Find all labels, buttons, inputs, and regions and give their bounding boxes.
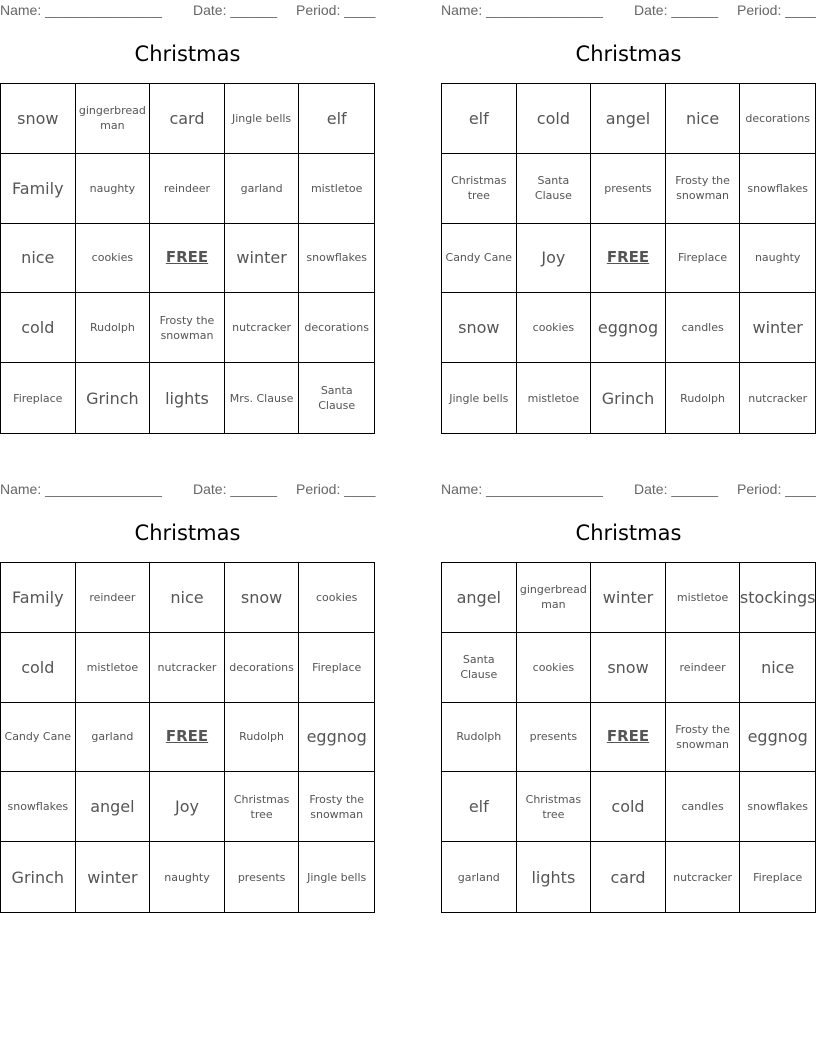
- bingo-cell: cookies: [517, 633, 592, 703]
- bingo-cell: Frosty the snowman: [666, 703, 741, 773]
- bingo-cell: snow: [591, 633, 666, 703]
- bingo-cell: nice: [666, 84, 741, 154]
- bingo-cell: naughty: [150, 842, 225, 912]
- bingo-cell: snowflakes: [1, 772, 76, 842]
- bingo-cell: angel: [442, 563, 517, 633]
- period-field-label: Period: ____: [296, 2, 376, 18]
- bingo-cell: presents: [591, 154, 666, 224]
- bingo-cell: garland: [442, 842, 517, 912]
- date-field-label: Date: ______: [193, 481, 278, 497]
- bingo-cell: Fireplace: [753, 870, 803, 884]
- bingo-cell: Fireplace: [299, 633, 374, 703]
- bingo-cell: garland: [76, 703, 151, 773]
- bingo-cell: mistletoe: [76, 633, 151, 703]
- bingo-cell: snow: [225, 563, 300, 633]
- bingo-cell: Santa Clause: [517, 154, 592, 224]
- card-header: [0, 0, 375, 22]
- bingo-cell: candles: [666, 293, 741, 363]
- bingo-cell: Santa Clause: [442, 633, 517, 703]
- card-title: Christmas: [575, 521, 682, 545]
- free-space: FREE: [150, 703, 225, 773]
- bingo-cell: cookies: [76, 224, 151, 294]
- bingo-cell: snow: [1, 84, 76, 154]
- bingo-cell: Rudolph: [442, 703, 517, 773]
- period-field-label: Period: ____: [296, 481, 376, 497]
- card-header: [0, 479, 375, 501]
- bingo-cell: winter: [591, 563, 666, 633]
- bingo-cell: Family: [1, 154, 76, 224]
- period-field-label: Period: ____: [737, 2, 816, 18]
- bingo-cell: stockings: [740, 563, 815, 633]
- bingo-cell: Christmas tree: [225, 772, 300, 842]
- bingo-cell: nutcracker: [150, 633, 225, 703]
- bingo-cell: cold: [1, 633, 76, 703]
- bingo-cell: Christmas tree: [517, 772, 592, 842]
- bingo-cell: winter: [225, 224, 300, 294]
- bingo-cell: cold: [517, 84, 592, 154]
- free-space: FREE: [591, 703, 666, 773]
- bingo-grid: [0, 562, 375, 913]
- bingo-cell: Mrs. Clause: [225, 363, 300, 433]
- bingo-cell: Frosty the snowman: [666, 154, 741, 224]
- bingo-cell: Candy Cane: [442, 224, 517, 294]
- bingo-cell: Grinch: [591, 363, 666, 433]
- bingo-cell: winter: [76, 842, 151, 912]
- bingo-cell: Rudolph: [225, 703, 300, 773]
- bingo-cell: angel: [591, 84, 666, 154]
- bingo-cell: Frosty the snowman: [150, 293, 225, 363]
- bingo-cell: mistletoe: [299, 154, 374, 224]
- free-space: FREE: [591, 224, 666, 294]
- card-header: [441, 479, 816, 501]
- bingo-cell: nice: [1, 224, 76, 294]
- bingo-cell: nutcracker: [748, 391, 808, 405]
- bingo-cell: mistletoe: [517, 363, 592, 433]
- bingo-cell: Jingle bells: [442, 363, 517, 433]
- bingo-cell: card: [150, 84, 225, 154]
- card-title: Christmas: [575, 42, 682, 66]
- bingo-cell: reindeer: [666, 633, 741, 703]
- bingo-cell: cold: [591, 772, 666, 842]
- bingo-cell: Fireplace: [1, 363, 76, 433]
- bingo-cell: Christmas tree: [442, 154, 517, 224]
- bingo-cell: lights: [150, 363, 225, 433]
- bingo-cell: reindeer: [150, 154, 225, 224]
- bingo-cell: elf: [442, 84, 517, 154]
- bingo-cell: winter: [740, 293, 815, 363]
- bingo-grid: [441, 562, 816, 913]
- bingo-cell: Rudolph: [666, 363, 741, 433]
- bingo-cell: naughty: [76, 154, 151, 224]
- period-field-label: Period: ____: [737, 481, 816, 497]
- bingo-cell: candles: [666, 772, 741, 842]
- bingo-cell: naughty: [740, 224, 815, 294]
- bingo-cell: snowflakes: [299, 224, 374, 294]
- bingo-cell: eggnog: [591, 293, 666, 363]
- bingo-cell: nutcracker: [225, 293, 300, 363]
- bingo-cell: elf: [299, 84, 374, 154]
- bingo-grid: [0, 83, 375, 434]
- bingo-cell: lights: [517, 842, 592, 912]
- name-field-label: Name: _______________: [0, 2, 162, 18]
- bingo-cell: Grinch: [76, 363, 151, 433]
- bingo-cell: Rudolph: [76, 293, 151, 363]
- card-header: [441, 0, 816, 22]
- bingo-cell: Candy Cane: [1, 703, 76, 773]
- bingo-cell: Frosty the snowman: [299, 772, 374, 842]
- bingo-cell: decorations: [225, 633, 300, 703]
- name-field-label: Name: _______________: [441, 481, 603, 497]
- bingo-cell: card: [591, 842, 666, 912]
- bingo-cell: presents: [517, 703, 592, 773]
- bingo-cell: angel: [76, 772, 151, 842]
- bingo-cell: nutcracker: [666, 842, 741, 912]
- bingo-cell: reindeer: [76, 563, 151, 633]
- bingo-cell: gingerbread man: [76, 84, 151, 154]
- bingo-cell: Jingle bells: [225, 84, 300, 154]
- bingo-cell: decorations: [299, 293, 374, 363]
- bingo-cell: cookies: [517, 293, 592, 363]
- date-field-label: Date: ______: [634, 2, 719, 18]
- bingo-cell: gingerbread man: [517, 563, 592, 633]
- bingo-cell: eggnog: [740, 703, 815, 773]
- free-space: FREE: [150, 224, 225, 294]
- card-title: Christmas: [134, 521, 241, 545]
- date-field-label: Date: ______: [634, 481, 719, 497]
- bingo-cell: Family: [1, 563, 76, 633]
- date-field-label: Date: ______: [193, 2, 278, 18]
- bingo-cell: Joy: [150, 772, 225, 842]
- bingo-cell: Joy: [517, 224, 592, 294]
- bingo-cell: cookies: [299, 563, 374, 633]
- bingo-cell: Grinch: [1, 842, 76, 912]
- name-field-label: Name: _______________: [441, 2, 603, 18]
- bingo-cell: snowflakes: [740, 154, 815, 224]
- bingo-cell: mistletoe: [666, 563, 741, 633]
- bingo-cell: Jingle bells: [307, 870, 367, 884]
- bingo-cell: presents: [225, 842, 300, 912]
- bingo-cell: Santa Clause: [318, 384, 356, 413]
- bingo-cell: eggnog: [299, 703, 374, 773]
- bingo-cell: garland: [225, 154, 300, 224]
- bingo-grid: [441, 83, 816, 434]
- name-field-label: Name: _______________: [0, 481, 162, 497]
- bingo-cell: cold: [1, 293, 76, 363]
- bingo-cell: Fireplace: [666, 224, 741, 294]
- bingo-cell: elf: [442, 772, 517, 842]
- bingo-cell: snow: [442, 293, 517, 363]
- bingo-cell: nice: [150, 563, 225, 633]
- bingo-cell: decorations: [740, 84, 815, 154]
- card-title: Christmas: [134, 42, 241, 66]
- bingo-cell: nice: [740, 633, 815, 703]
- bingo-cell: snowflakes: [740, 772, 815, 842]
